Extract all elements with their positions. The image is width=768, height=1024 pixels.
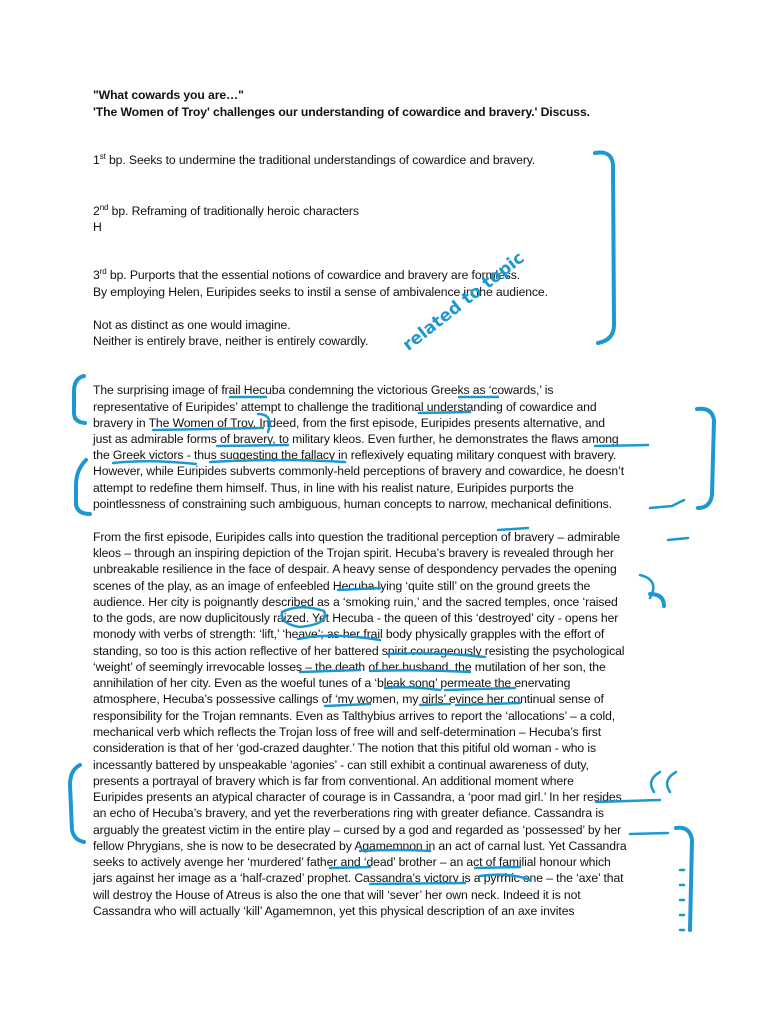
paragraph-line: pointlessness of constraining such ambiguous, human concepts to narrow, mechanical definitions. — [93, 497, 612, 511]
intro-left-bracket — [74, 376, 85, 423]
plan-bp3: 3rd bp. Purports that the essential notions of cowardice and bravery are formless. — [93, 266, 521, 282]
paragraph-line: to the gods, are now duplicitously raized. Yet Hecuba - the queen of this ‘destroyed’ city - opens her — [93, 611, 619, 625]
essay-question: 'The Women of Troy' challenges our understanding of cowardice and bravery.' Discuss. — [93, 105, 590, 119]
paragraph-line: arguably the greatest victim in the entire play – cursed by a god and regarded as ‘possessed’ by her — [93, 823, 622, 837]
paragraph-line: mechanical verb which reflects the Trojan loss of free will and self-determination – Hecuba’s first — [93, 725, 602, 739]
paragraph-line: an echo of Hecuba’s bravery, and yet the reverberations ring with greater defiance. Cassandra is — [93, 806, 604, 820]
paragraph-line: jars against her image as a ‘half-crazed’ prophet. Cassandra’s victory is a pyrrhic one – the ‘axe’ that — [93, 871, 624, 885]
plan-bp3-sub: By employing Helen, Euripides seeks to instil a sense of ambivalence in the audience. — [93, 285, 548, 299]
margin-bracket-left — [70, 765, 84, 842]
paragraph-line: However, while Euripides subverts commonly-held perceptions of bravery and cowardice, he doesn’t — [93, 464, 624, 478]
paragraph-line: atmosphere, Hecuba’s possessive callings of ‘my women, my girls’ evince her continual sense of — [93, 692, 604, 706]
plan-note-2: Neither is entirely brave, neither is entirely cowardly. — [93, 334, 369, 348]
paragraph-line: bravery in The Women of Troy. Indeed, from the first episode, Euripides presents alternative, and — [93, 416, 605, 430]
paragraph-line: ‘weight’ of seemingly irrevocable losses – the death of her husband, the mutilation of her son, the — [93, 660, 606, 674]
paragraph-line: unbreakable resilience in the face of despair. A heavy sense of despondency pervades the opening — [93, 562, 617, 576]
plan-note-1: Not as distinct as one would imagine. — [93, 318, 291, 332]
paragraph-line: consideration is that of her ‘god-crazed daughter.’ The notion that this pitiful old woman - who is — [93, 741, 596, 755]
paragraph-line: audience. Her city is poignantly described as a ‘smoking ruin,’ and the sacred temples, once ‘raised — [93, 595, 618, 609]
paragraph-line: seeks to actively avenge her ‘murdered’ father and ‘dead’ brother – an act of familial honour which — [93, 855, 611, 869]
paragraph-line: responsibility for the Trojan remnants. Even as Talthybius arrives to report the ‘allocations’ – a cold, — [93, 709, 616, 723]
paragraph-line: fellow Phrygians, she is now to be desecrated by Agamemnon in an act of carnal lust. Yet Cassandra — [93, 839, 627, 853]
plan-bp2-sub: H — [93, 220, 102, 234]
paragraph-line: kleos – through an inspiring depiction of the Trojan spirit. Hecuba’s bravery is revealed through her — [93, 546, 614, 560]
paragraph-line: presents a portrayal of bravery which is far from conventional. An additional moment where — [93, 774, 574, 788]
plan-bp2: 2nd bp. Reframing of traditionally heroic characters — [93, 202, 359, 218]
paragraph-line: standing, so too is this action reflective of her battered spirit courageously resisting the psychological — [93, 644, 625, 658]
paragraph-line: attempt to redefine them himself. Thus, in line with his realist nature, Euripides purports the — [93, 481, 574, 495]
paragraph-line: monody with verbs of strength: ‘lift,’ ‘heave’; as her frail body physically grapples with the effort of — [93, 627, 605, 641]
paragraph-line: The surprising image of frail Hecuba condemning the victorious Greeks as ‘cowards,’ is — [93, 383, 554, 397]
paragraph-line: will destroy the House of Atreus is also the one that will ‘sever’ her own neck. Indeed it is not — [93, 888, 581, 902]
paragraph-line: representative of Euripides’ attempt to challenge the traditional understanding of cowardice and — [93, 400, 597, 414]
paragraph-line: the Greek victors - thus suggesting the fallacy in reflexively equating military conquest with bravery. — [93, 448, 617, 462]
related-to-topic-note: related to topic — [399, 248, 529, 356]
paragraph-line: incessantly battered by unspeakable ‘agonies’ - can still exhibit a continual awareness of duty, — [93, 758, 589, 772]
paragraph-line: Cassandra who will actually ‘kill’ Agamemnon, yet this physical description of an axe invites — [93, 904, 575, 918]
paragraph-line: From the first episode, Euripides calls into question the traditional perception of bravery – admirable — [93, 530, 620, 544]
paragraph-line: scenes of the play, as an image of enfeebled Hecuba lying ‘quite still’ on the ground greets the — [93, 579, 591, 593]
intro-right-bracket — [697, 409, 714, 508]
plan-bp1: 1st bp. Seeks to undermine the traditional understandings of cowardice and bravery. — [93, 151, 536, 167]
intro-left-bracket-lower — [76, 460, 90, 514]
paragraph-line: Euripides presents an atypical character of courage is in Cassandra, a ‘poor mad girl.’ In her resides — [93, 790, 622, 804]
paragraph-line: annihilation of her city. Even as the woeful tunes of a ‘bleak song’ permeate the enervating — [93, 676, 571, 690]
plan-bracket — [595, 153, 614, 344]
essay-quote: "What cowards you are…" — [93, 88, 244, 102]
paragraph-line: just as admirable forms of bravery, to military kleos. Even further, he demonstrates the flaws among — [93, 432, 619, 446]
